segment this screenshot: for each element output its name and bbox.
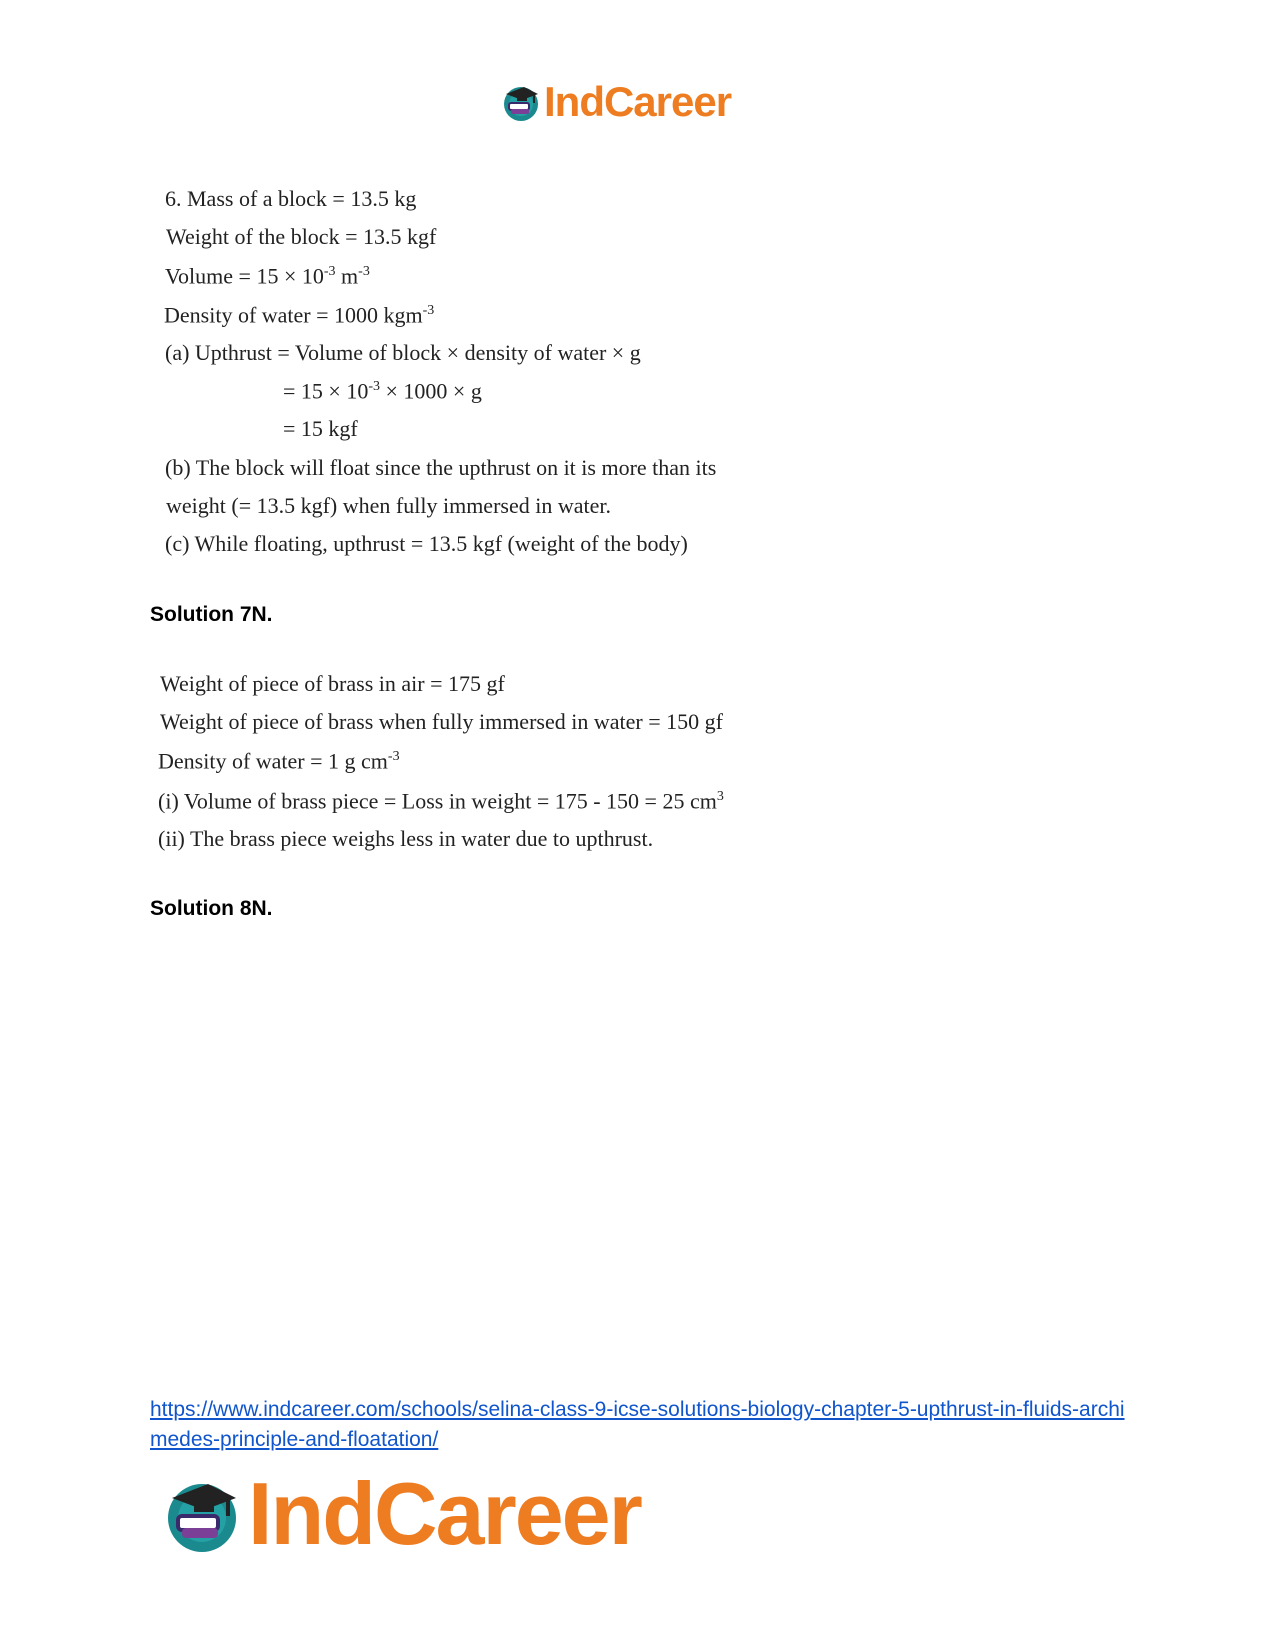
solution-line: (i) Volume of brass piece = Loss in weight = 175 - 150 = 25 $cm^3$	[158, 788, 724, 814]
header-logo	[500, 78, 731, 126]
footer-logo	[160, 1463, 641, 1565]
solution-line: Density of water = 1000 kgm$^{-3}$	[164, 302, 435, 328]
solution-line: Density of water = 1 g $cm^{-3}$	[158, 748, 400, 774]
solution-line: (a) Upthrust = Volume of block × density of water × g	[165, 340, 641, 365]
solution-line: Weight of piece of brass in air = 175 gf	[160, 671, 505, 696]
solution-line: = 15 kgf	[283, 416, 358, 441]
logo-wordmark: IndCareer	[544, 78, 732, 125]
solution-line: weight (= 13.5 kgf) when fully immersed in water.	[166, 493, 611, 518]
source-url-link[interactable]: https://www.indcareer.com/schools/selina-class-9-icse-solutions-biology-chapter-5-upthrust-in-fluids-archimedes-principle-and-floatation/	[150, 1398, 1125, 1451]
graduation-cap-globe-icon	[500, 81, 542, 123]
solution-line: (b) The block will float since the upthrust on it is more than its	[165, 455, 717, 480]
solution-line: (ii) The brass piece weighs less in water due to upthrust.	[158, 826, 654, 851]
solution-7-heading: Solution 7N.	[150, 603, 273, 626]
solution-line: (c) While floating, upthrust = 13.5 kgf (weight of the body)	[165, 531, 688, 556]
solution-line: Weight of piece of brass when fully immersed in water = 150 gf	[160, 709, 723, 734]
solution-line: Volume = $15 \times 10^{-3}$ $m^{-3}$	[165, 263, 370, 289]
solution-line: Weight of the block = 13.5 kgf	[166, 224, 437, 249]
solution-line: 6. Mass of a block = 13.5 kg	[165, 186, 417, 211]
logo-wordmark: IndCareer	[248, 1464, 641, 1563]
solution-8-heading: Solution 8N.	[150, 897, 273, 920]
solution-line: = $15 \times 10^{-3} \times 1000 \times g$	[283, 378, 482, 404]
graduation-cap-globe-icon	[160, 1472, 244, 1556]
